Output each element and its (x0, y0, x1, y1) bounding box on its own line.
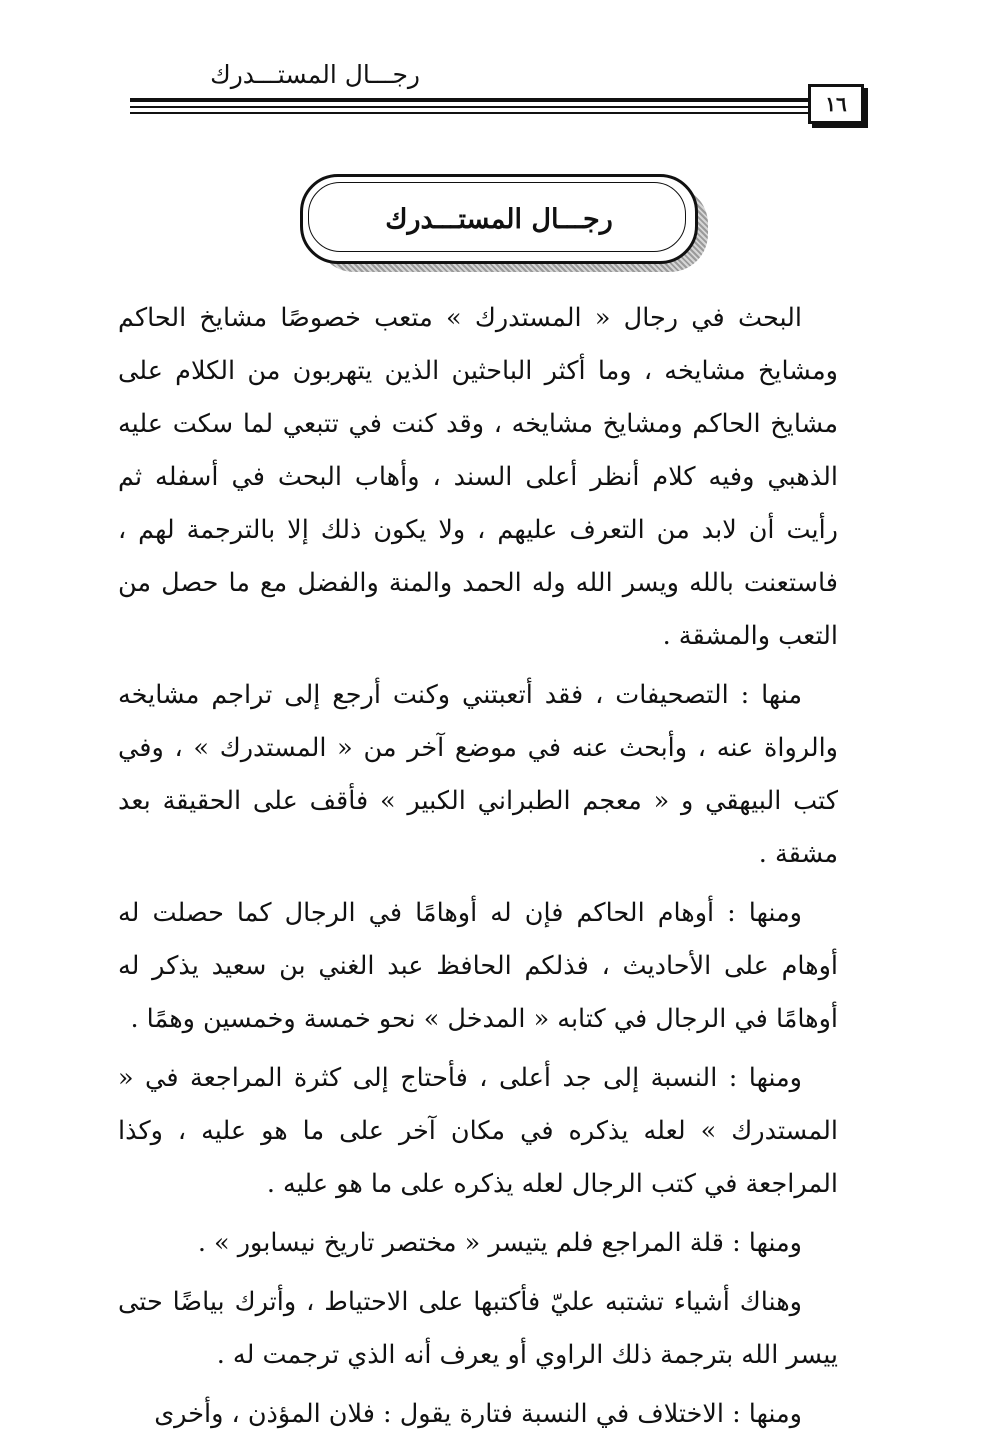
paragraph: وهناك أشياء تشتبه عليّ فأكتبها على الاحتياط ، وأترك بياضًا حتى ييسر الله بترجمة ذلك الراوي أو يعرف أنه الذي ترجمت له . (118, 1287, 838, 1370)
header-rule-thick (130, 98, 810, 102)
chapter-title: رجـــال المستـــدرك (385, 203, 613, 235)
title-box-inner-border (308, 182, 686, 252)
body-text (118, 292, 838, 1447)
paragraph: ومنها : النسبة إلى جد أعلى ، فأحتاج إلى كثرة المراجعة في « المستدرك » لعله يذكره في مكان آخر على ما هو عليه ، وكذا المراجعة في كتب الرجال لعله يذكره على ما هو عليه . (118, 1063, 838, 1199)
header-rule-thin (130, 106, 810, 108)
header-rule-thin (130, 112, 810, 114)
paragraph: البحث في رجال « المستدرك » متعب خصوصًا مشايخ الحاكم ومشايخ مشايخه ، وما أكثر الباحثين الذين يتهربون من الكلام على مشايخ الحاكم ومشايخ مشايخه ، وقد كنت في تتبعي لما سكت عليه الذهبي وفيه كلام أنظر أعلى السند ، وأهاب البحث في أسفله ثم رأيت أن لابد من التعرف عليهم ، ولا يكون ذلك إلا بالترجمة لهم ، فاستعنت بالله ويسر الله وله الحمد والمنة والفضل مع ما حصل من التعب والمشقة . (118, 303, 838, 651)
paragraph: ومنها : أوهام الحاكم فإن له أوهامًا في الرجال كما حصلت له أوهام على الأحاديث ، فذلكم الحافظ عبد الغني بن سعيد يذكر له أوهامًا في الرجال في كتابه « المدخل » نحو خمسة وخمسين وهمًا . (118, 898, 838, 1034)
running-header-title: رجـــال المستـــدرك (210, 60, 420, 89)
paragraph: منها : التصحيفات ، فقد أتعبتني وكنت أرجع إلى تراجم مشايخه والرواة عنه ، وأبحث عنه في موضع آخر من « المستدرك » ، وفي كتب البيهقي و « معجم الطبراني الكبير » فأقف على الحقيقة بعد مشقة . (118, 680, 838, 869)
page-number: ١٦ (808, 84, 864, 124)
paragraph: ومنها : قلة المراجع فلم يتيسر « مختصر تاريخ نيسابور » . (197, 1228, 802, 1258)
paragraph: ومنها : الاختلاف في النسبة فتارة يقول : فلان المؤذن ، وأخرى (154, 1399, 802, 1429)
